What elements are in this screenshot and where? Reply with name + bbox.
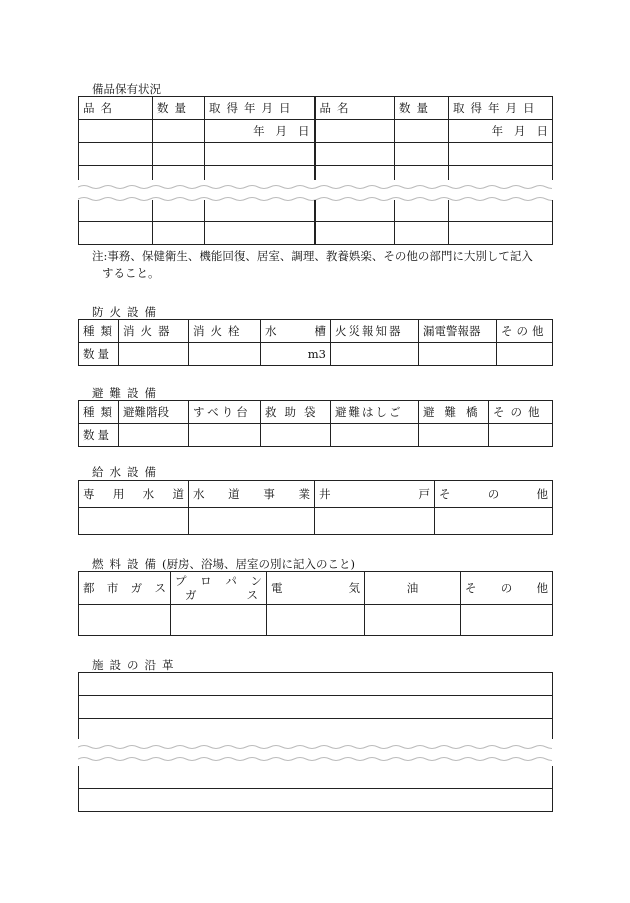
evac-qty-cell[interactable]: [419, 424, 489, 447]
fire-qty-label: [79, 343, 119, 366]
history-row: [79, 789, 553, 812]
equipment-cell-qty[interactable]: [395, 120, 449, 143]
qty-text: 数量: [83, 347, 112, 361]
equipment-cell-qty[interactable]: [153, 120, 205, 143]
equipment-cell-date[interactable]: [449, 120, 553, 143]
history-line[interactable]: [79, 789, 553, 812]
evac-qty-cell[interactable]: [189, 424, 261, 447]
col-text: 種類: [83, 405, 118, 419]
history-row: [79, 719, 553, 740]
history-line[interactable]: [79, 673, 553, 696]
equipment-row: [79, 166, 553, 181]
fuel-cell[interactable]: [171, 605, 267, 636]
equipment-cell-name[interactable]: [79, 200, 153, 222]
history-row: [79, 696, 553, 719]
water-value-row: [79, 508, 553, 535]
qty-text: 数量: [83, 428, 112, 442]
fuel-col-propane: プ ロ パ ン ガ ス: [171, 572, 267, 605]
fuel-table: [78, 571, 553, 636]
fire-qty-cell[interactable]: [419, 343, 497, 366]
history-line[interactable]: [79, 696, 553, 719]
history-title: 施設の沿革: [92, 658, 180, 672]
fire-col-alarm: [331, 320, 419, 343]
col-text: 避難橋: [423, 405, 488, 419]
equipment-row: [79, 143, 553, 166]
water-cell[interactable]: [315, 508, 435, 535]
fire-table: [78, 319, 553, 366]
equipment-cell-name[interactable]: [79, 222, 153, 245]
equipment-header-date-left: [205, 97, 315, 120]
equipment-title: 備品保有状況: [92, 82, 161, 96]
equipment-cell-name[interactable]: [315, 222, 395, 245]
fuel-col-oil: [365, 572, 461, 605]
equipment-table-bottom: [78, 200, 553, 245]
header-date-text: 取得年月日: [453, 101, 541, 115]
equipment-cell-date[interactable]: [449, 143, 553, 166]
fuel-cell[interactable]: [267, 605, 365, 636]
evac-col-stairs: [119, 401, 189, 424]
fire-col-leak-alarm: [419, 320, 497, 343]
water-title: 給水設備: [92, 465, 162, 479]
header-qty-text: 数量: [399, 101, 434, 115]
equipment-cell-qty[interactable]: [395, 222, 449, 245]
fire-qty-cell[interactable]: [119, 343, 189, 366]
header-name-text: 品名: [83, 101, 118, 115]
col-text: 避難はしご: [335, 405, 403, 419]
fire-qty-cell[interactable]: [497, 343, 553, 366]
col-text: 火災報知器: [335, 324, 403, 338]
water-col-private: 専 用 水 道: [79, 481, 189, 508]
equipment-cell-date[interactable]: [449, 200, 553, 222]
equipment-cell-date[interactable]: [205, 120, 315, 143]
history-line[interactable]: [79, 719, 553, 740]
evac-col-bridge: [419, 401, 489, 424]
history-row: [79, 673, 553, 696]
equipment-cell-name[interactable]: [315, 143, 395, 166]
equipment-row: [79, 200, 553, 222]
equipment-cell-name[interactable]: [315, 200, 395, 222]
col-text: 種類: [83, 324, 118, 338]
fire-title: 防火設備: [92, 305, 162, 319]
col-text: 漏電警報器: [423, 324, 481, 338]
equipment-header-qty-left: [153, 97, 205, 120]
water-table: [78, 480, 553, 535]
history-line[interactable]: [79, 766, 553, 789]
fuel-value-row: [79, 605, 553, 636]
equipment-cell-qty[interactable]: [395, 200, 449, 222]
evac-qty-label: [79, 424, 119, 447]
equipment-cell-date[interactable]: [449, 222, 553, 245]
col-text: その他: [493, 405, 546, 419]
evac-col-type: [79, 401, 119, 424]
evac-header-row: [79, 401, 553, 424]
equipment-row: [79, 222, 553, 245]
history-table-top: [78, 672, 553, 739]
equipment-cell-qty[interactable]: [395, 143, 449, 166]
fire-qty-cell[interactable]: [189, 343, 261, 366]
equipment-cell-name[interactable]: [315, 120, 395, 143]
fuel-col-electric: 電 気: [267, 572, 365, 605]
equipment-row: [79, 120, 553, 143]
equipment-cell-date[interactable]: [449, 166, 553, 181]
equipment-note-line2: すること。: [102, 266, 160, 280]
evac-col-ladder: [331, 401, 419, 424]
equipment-cell-qty[interactable]: [153, 200, 205, 222]
history-table-bottom: [78, 766, 553, 812]
header-name-text: 品名: [319, 101, 355, 115]
month-label: 月: [275, 124, 288, 138]
equipment-cell-date[interactable]: [205, 143, 315, 166]
water-col-other: そ の 他: [435, 481, 553, 508]
fuel-cell[interactable]: [461, 605, 553, 636]
year-label: 年: [491, 124, 504, 138]
fuel-cell[interactable]: [365, 605, 461, 636]
col-text: 油: [406, 581, 419, 595]
equipment-cell-qty[interactable]: [153, 166, 205, 181]
equipment-note-line1: 注:事務、保健衛生、機能回復、居室、調理、教養娯楽、その他の部門に大別して記入: [92, 249, 533, 263]
equipment-table-top: [78, 96, 553, 180]
water-cell[interactable]: [435, 508, 553, 535]
water-col-well: 井 戸: [315, 481, 435, 508]
evac-qty-cell[interactable]: [119, 424, 189, 447]
fire-col-hydrant: [189, 320, 261, 343]
col-text: 消火栓: [193, 324, 246, 338]
equipment-cell-date[interactable]: [205, 222, 315, 245]
col-text: その他: [501, 324, 548, 338]
water-col-utility: 水 道 事 業: [189, 481, 315, 508]
equipment-header-date-right: [449, 97, 553, 120]
equipment-cell-qty[interactable]: [395, 166, 449, 181]
evac-col-bag: [261, 401, 331, 424]
history-row: [79, 766, 553, 789]
fire-qty-cell-tank[interactable]: [261, 343, 331, 366]
fuel-cell[interactable]: [79, 605, 171, 636]
equipment-cell-date[interactable]: [205, 166, 315, 181]
fire-col-type: [79, 320, 119, 343]
equipment-header-qty-right: [395, 97, 449, 120]
equipment-cell-name[interactable]: [79, 166, 153, 181]
evac-qty-row: [79, 424, 553, 447]
equipment-header-name-right: [315, 97, 395, 120]
equipment-cell-name[interactable]: [315, 166, 395, 181]
equipment-header-name-left: [79, 97, 153, 120]
fuel-subtitle: (厨房、浴場、居室の別に記入のこと): [162, 557, 355, 571]
col-text: 消火器: [123, 324, 176, 338]
header-date-text: 取得年月日: [209, 101, 297, 115]
equipment-cell-date[interactable]: [205, 200, 315, 222]
evac-col-slide: [189, 401, 261, 424]
evac-qty-cell[interactable]: [331, 424, 419, 447]
fire-header-row: [79, 320, 553, 343]
evac-qty-cell[interactable]: [261, 424, 331, 447]
water-cell[interactable]: [79, 508, 189, 535]
water-header-row: [79, 481, 553, 508]
evac-qty-cell[interactable]: [489, 424, 553, 447]
fire-col-extinguisher: [119, 320, 189, 343]
equipment-cell-name[interactable]: [79, 120, 153, 143]
month-label: 月: [514, 124, 526, 138]
year-label: 年: [253, 124, 265, 138]
history-break-wave: [78, 742, 552, 764]
col-text: 救助袋: [265, 405, 324, 419]
col-text: 避難階段: [123, 405, 169, 419]
day-label: 日: [536, 124, 548, 138]
evac-col-other: [489, 401, 553, 424]
col-text: すべり台: [193, 405, 251, 419]
equipment-cell-name[interactable]: [79, 143, 153, 166]
fuel-title: 燃料設備: [92, 557, 162, 571]
evac-table: [78, 400, 553, 447]
fuel-title-wrap: [92, 556, 355, 572]
fuel-col-other: そ の 他: [461, 572, 553, 605]
unit-m3: m3: [307, 347, 326, 361]
fire-qty-row: [79, 343, 553, 366]
fuel-header-row: [79, 572, 553, 605]
equipment-header-row: [79, 97, 553, 120]
fire-qty-cell[interactable]: [331, 343, 419, 366]
fuel-col-city-gas: 都 市 ガ ス: [79, 572, 171, 605]
equipment-cell-qty[interactable]: [153, 222, 205, 245]
fire-col-other: [497, 320, 553, 343]
evac-title: 避難設備: [92, 386, 162, 400]
day-label: 日: [298, 124, 310, 138]
fire-col-tank: 水 槽: [261, 320, 331, 343]
water-cell[interactable]: [189, 508, 315, 535]
header-qty-text: 数量: [157, 101, 192, 115]
equipment-cell-qty[interactable]: [153, 143, 205, 166]
